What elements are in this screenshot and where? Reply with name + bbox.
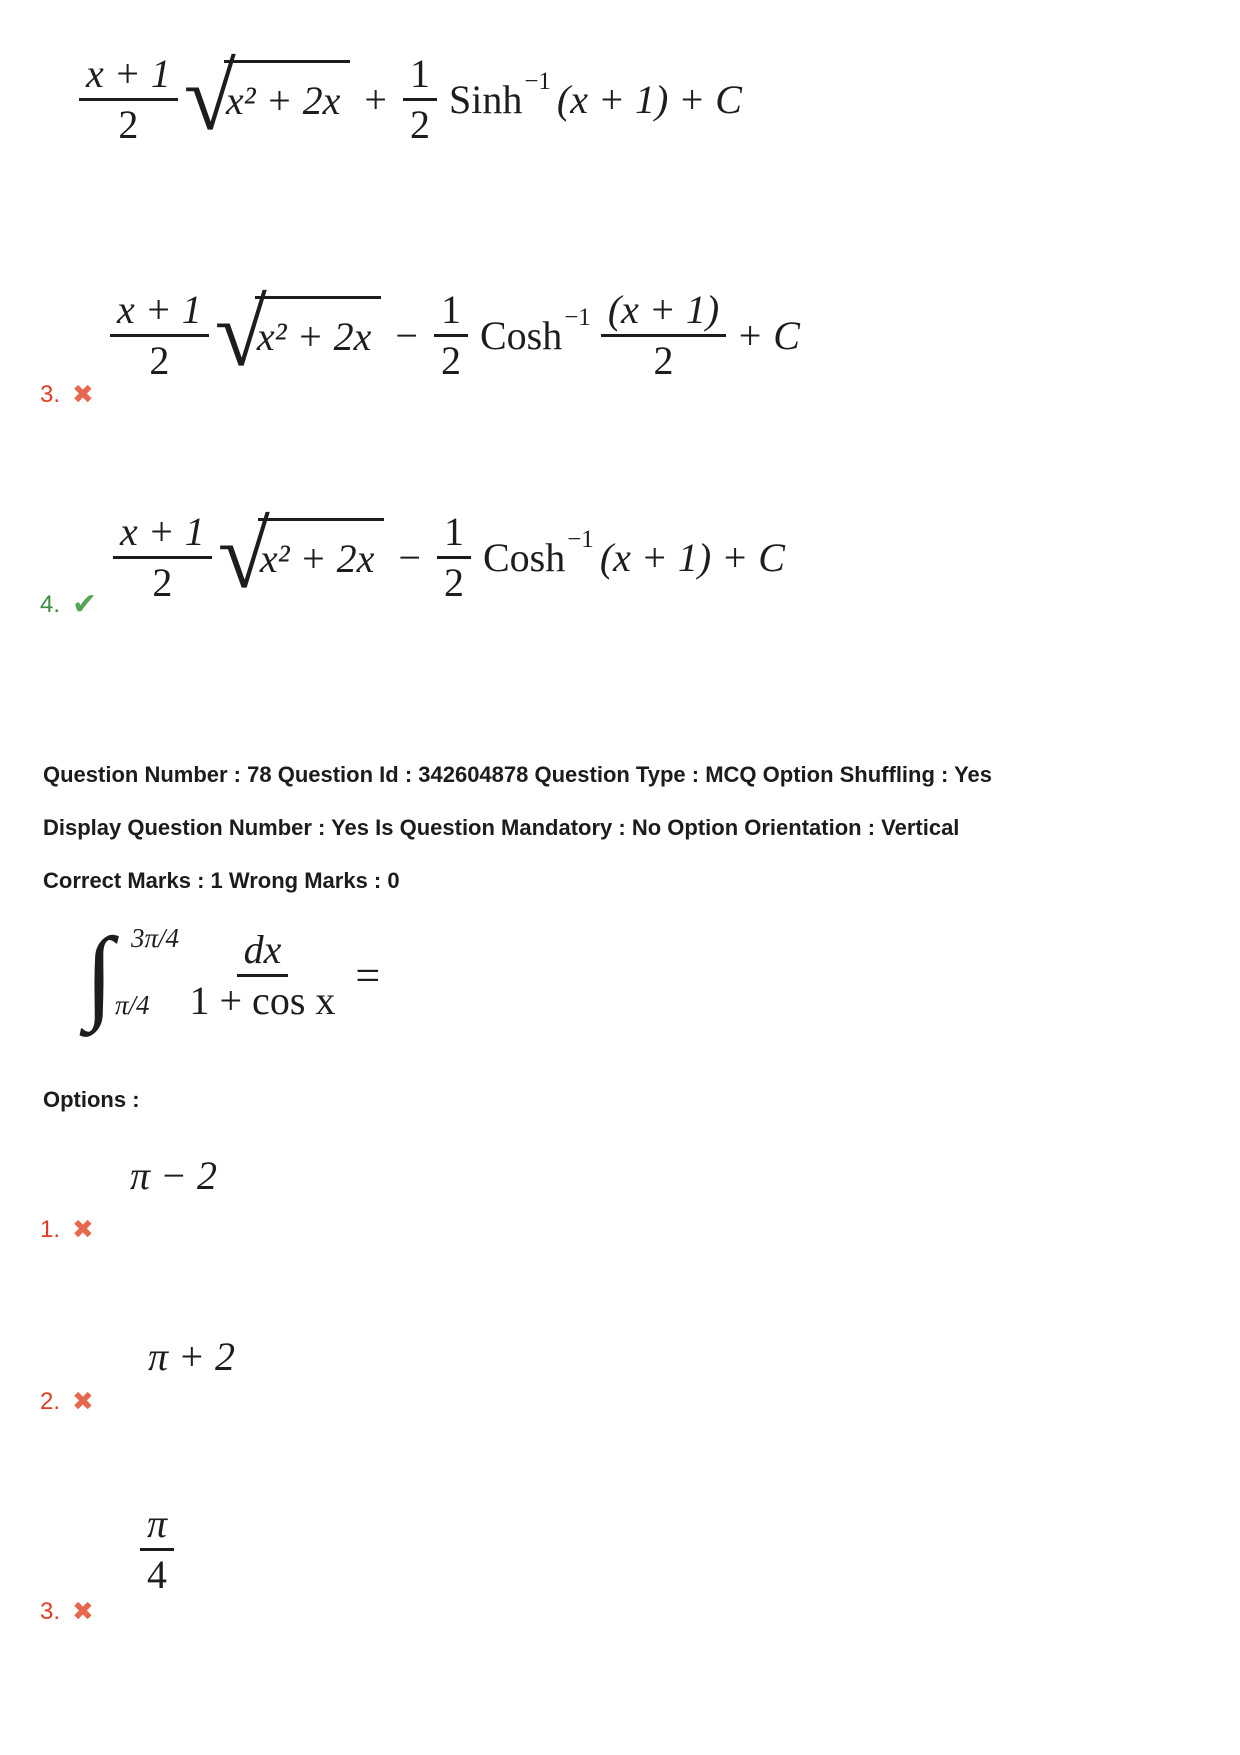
fraction-numerator: x + 1: [113, 510, 212, 559]
function-name: Cosh: [482, 534, 566, 580]
prev-option4-marker: [40, 587, 98, 622]
prev-option3-formula: [106, 280, 800, 387]
option3-value: [136, 1502, 178, 1596]
fraction: [434, 288, 468, 382]
fraction-numerator: (x + 1): [601, 288, 726, 337]
operator: −: [398, 534, 421, 580]
fraction-denominator: 2: [443, 560, 464, 606]
fraction: [403, 52, 437, 146]
fraction: [110, 288, 209, 382]
function-name: Cosh: [479, 312, 563, 358]
square-root: [214, 280, 382, 387]
option-number: 2.: [40, 1388, 61, 1415]
option2-marker: [40, 1388, 94, 1416]
question-metadata: [43, 748, 992, 907]
radicand: x² + 2x: [258, 518, 385, 596]
function-name: Sinh: [448, 76, 523, 122]
fraction: [140, 1502, 174, 1596]
question-formula: [85, 917, 381, 1033]
integral-icon: ∫: [85, 917, 114, 1033]
integral-upper-limit: 3π/4: [131, 923, 180, 954]
option-number: 3.: [40, 381, 61, 408]
option-formula: π + 2: [148, 1334, 236, 1379]
question-meta-line-3: Correct Marks : 1 Wrong Marks : 0: [43, 868, 400, 893]
radical-icon: √: [214, 280, 267, 387]
square-root: [217, 502, 385, 609]
equals-sign: =: [355, 950, 381, 1000]
function-exponent: −1: [567, 526, 594, 554]
fraction-numerator: 1: [434, 288, 468, 337]
option1-value: [130, 1152, 217, 1199]
check-icon: ✔: [72, 587, 98, 622]
fraction-numerator: 1: [437, 510, 471, 559]
fraction-denominator: 2: [653, 338, 674, 384]
option-number: 4.: [40, 591, 61, 618]
radicand: x² + 2x: [255, 296, 382, 374]
fraction-numerator: π: [140, 1502, 174, 1551]
fraction: [113, 510, 212, 604]
radical-icon: √: [217, 502, 270, 609]
fraction-numerator: x + 1: [79, 52, 178, 101]
option-formula: π − 2: [130, 1153, 218, 1198]
option-number: 3.: [40, 1598, 61, 1625]
square-root: [183, 44, 351, 151]
function-exponent: −1: [524, 68, 551, 96]
wrong-icon: ✖: [72, 1387, 94, 1417]
wrong-icon: ✖: [72, 1597, 94, 1627]
function-exponent: −1: [564, 304, 591, 332]
fraction: [437, 510, 471, 604]
question-meta-line-1: Question Number : 78 Question Id : 342604878 Question Type : MCQ Option Shuffling : Yes: [43, 762, 993, 787]
wrong-icon: ✖: [72, 380, 94, 410]
prev-option2-formula: [75, 44, 742, 151]
options-label: Options :: [43, 1087, 140, 1112]
option-number: 1.: [40, 1216, 61, 1243]
question-meta-line-2: Display Question Number : Yes Is Question Mandatory : No Option Orientation : Vertical: [43, 815, 960, 840]
option1-marker: [40, 1216, 94, 1244]
option2-value: [148, 1333, 235, 1380]
fraction-numerator: 1: [403, 52, 437, 101]
fraction-numerator: dx: [237, 928, 289, 977]
wrong-icon: ✖: [72, 1215, 94, 1245]
prev-option4-formula: [109, 502, 785, 609]
integral: [85, 917, 180, 1033]
fraction-numerator: x + 1: [110, 288, 209, 337]
fraction: [190, 928, 336, 1022]
fraction: [79, 52, 178, 146]
fraction-denominator: 1 + cos x: [189, 978, 336, 1024]
radical-icon: √: [183, 44, 236, 151]
operator: −: [395, 312, 418, 358]
integral-lower-limit: π/4: [115, 989, 150, 1020]
fraction: [601, 288, 726, 382]
option3-marker: [40, 1598, 94, 1626]
fraction-denominator: 2: [409, 102, 430, 148]
operator: +: [364, 76, 387, 122]
radicand: x² + 2x: [224, 60, 351, 138]
formula-tail: (x + 1) + C: [556, 76, 742, 122]
fraction-denominator: 2: [118, 102, 139, 148]
prev-option3-marker: [40, 381, 94, 409]
formula-tail: + C: [736, 312, 800, 358]
formula-tail: (x + 1) + C: [599, 534, 785, 580]
fraction-denominator: 2: [149, 338, 170, 384]
fraction-denominator: 2: [440, 338, 461, 384]
fraction-denominator: 4: [147, 1552, 168, 1598]
fraction-denominator: 2: [152, 560, 173, 606]
